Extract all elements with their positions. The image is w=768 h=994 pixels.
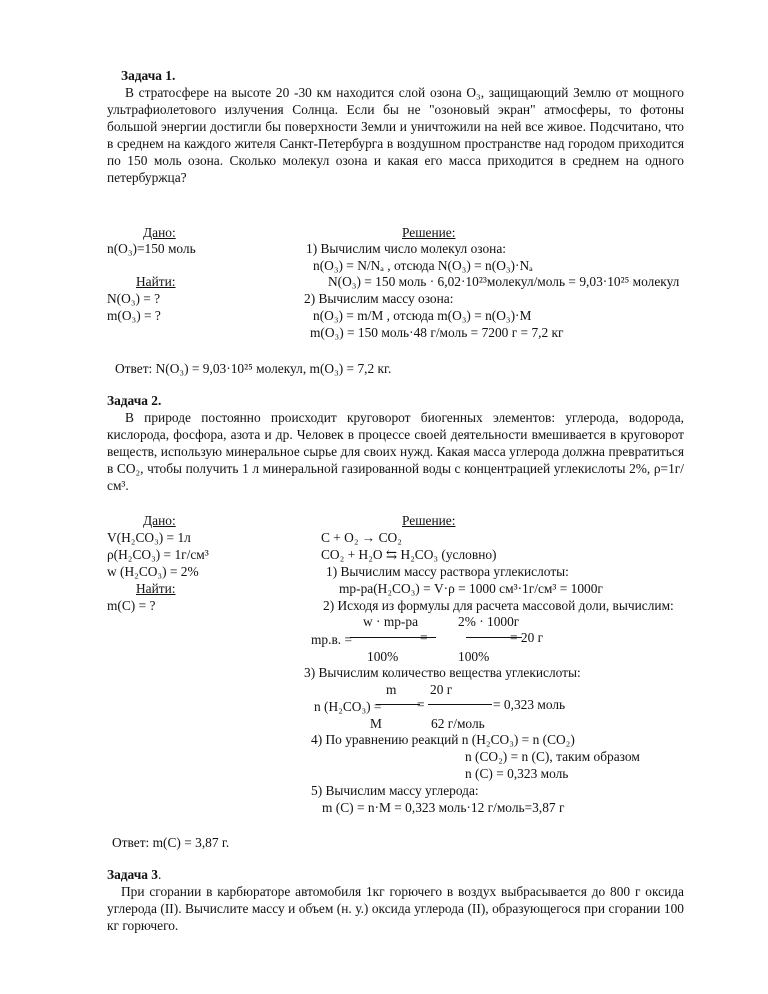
fraction-1-denominator-1: 100%	[367, 649, 399, 664]
task1-solution-line: 2) Вычислим массу озона:	[304, 291, 454, 306]
fraction-2-denominator-1: M	[370, 716, 382, 731]
task2-solution-label: Решение:	[402, 513, 456, 528]
task2-step-3: 3) Вычислим количество вещества углекислоты:	[304, 665, 581, 680]
fraction-1-lhs: mр.в. =	[311, 632, 353, 647]
task1-solution-line: m(O₃) = 150 моль·48 г/моль = 7200 г = 7,2 кг	[310, 325, 564, 340]
task1-find-label: Найти:	[136, 274, 176, 289]
task1-solution-label: Решение:	[402, 225, 456, 240]
fraction-2-numerator-1: m	[386, 682, 397, 697]
task1-solution-line: n(O₃) = m/M , отсюда m(O₃) = n(O₃)·M	[313, 308, 532, 323]
fraction-1-result: = 20 г	[510, 630, 544, 645]
task2-step-5-formula: m (C) = n·M = 0,323 моль·12 г/моль=3,87 г	[322, 800, 565, 815]
task2-given: ρ(H₂CO₃) = 1г/см³	[107, 547, 209, 562]
fraction-1-numerator-1: w · mр-ра	[363, 614, 419, 629]
task3-title: Задача 3	[107, 867, 158, 882]
task2-text: В природе постоянно происходит круговорот биогенных элементов: углерода, водорода, кислорода, фосфора, азота и др. Человек в процессе своей деятельности вмешивается в круговорот веществ, использую минеральное сырье для своих нужд. Какая масса углерода должна превратиться в CO₂, чтобы получить 1 л минеральной газированной воды с концентрацией углекислоты 2%, ρ=1г/см³.	[107, 410, 684, 493]
task1-text: В стратосфере на высоте 20 -30 км находится слой озона O₃, защищающий Землю от мощного ультрафиолетового излучения Солнца. Если бы не "озоновый экран" атмосферы, то фотоны большой энергии достигли бы поверхности Земли и уничтожили на ней все живое. Подсчитано, что в среднем на каждого жителя Санкт-Петербурга в воздушном пространстве над городом приходится по 150 моль озона. Сколько молекул озона и какая его масса приходится в среднем на одного петербуржца?	[107, 85, 684, 185]
fraction-2-result: = 0,323 моль	[493, 697, 566, 712]
task2-given-label: Дано:	[143, 513, 176, 528]
task2-step-4: 4) По уравнению реакций n (H₂CO₃) = n (CO₂)	[311, 732, 575, 747]
task2-title: Задача 2.	[107, 393, 162, 408]
task1-find-1: N(O₃) = ?	[107, 291, 161, 306]
task1-given: n(O₃)=150 моль	[107, 241, 196, 256]
task2-given: V(H₂CO₃) = 1л	[107, 530, 191, 545]
task2-answer: Ответ: m(C) = 3,87 г.	[112, 835, 230, 850]
task2-find: m(C) = ?	[107, 598, 156, 613]
task3-heading	[107, 866, 161, 883]
fraction-2-denominator-2: 62 г/моль	[431, 716, 485, 731]
fraction-1-denominator-2: 100%	[458, 649, 490, 664]
task1-given-label: Дано:	[143, 225, 176, 240]
task1-answer: Ответ: N(O₃) = 9,03·10²⁵ молекул, m(O₃) = 7,2 кг.	[115, 361, 392, 376]
fraction-2-numerator-2: 20 г	[430, 682, 453, 697]
fraction-1-equals: =	[420, 630, 428, 645]
task1-find-2: m(O₃) = ?	[107, 308, 161, 323]
task2-equation-2: CO₂ + H₂O ⇆ H₂CO₃ (условно)	[321, 547, 497, 562]
fraction-2-bar-1	[376, 704, 420, 705]
fraction-2-equals: =	[417, 697, 425, 712]
task2-equation-1: C + O₂ → CO₂	[321, 530, 402, 545]
task2-step-1: 1) Вычислим массу раствора углекислоты:	[326, 564, 569, 579]
task2-given: w (H₂CO₃) = 2%	[107, 564, 199, 579]
task1-solution-line: n(O₃) = N/Nₐ , отсюда N(O₃) = n(O₃)·Nₐ	[313, 258, 533, 273]
fraction-1-numerator-2: 2% · 1000г	[458, 614, 520, 629]
task1-title: Задача 1.	[121, 68, 176, 83]
fraction-2-lhs: n (H₂CO₃) =	[314, 699, 382, 714]
task1-solution-line: N(O₃) = 150 моль · 6,02·10²³молекул/моль = 9,03·10²⁵ молекул	[328, 274, 680, 289]
task2-step-5: 5) Вычислим массу углерода:	[311, 783, 479, 798]
task3-text: При сгорании в карбюраторе автомобиля 1кг горючего в воздух выбрасывается до 800 г оксида углерода (II). Вычислите массу и объем (н. у.) оксида углерода (II), образующегося при сгорании 100 кг горючего.	[107, 884, 684, 933]
fraction-2-bar-2	[428, 704, 492, 705]
task2-find-label: Найти:	[136, 581, 176, 596]
task1-solution-line: 1) Вычислим число молекул озона:	[306, 241, 507, 256]
task2-step-2: 2) Исходя из формулы для расчета массовой доли, вычислим:	[323, 598, 674, 613]
task2-step-4c: n (C) = 0,323 моль	[465, 766, 569, 781]
task2-step-1-formula: mр-ра(H₂CO₃) = V·ρ = 1000 см³·1г/см³ = 1000г	[339, 581, 603, 596]
task2-step-4b: n (CO₂) = n (C), таким образом	[465, 749, 640, 764]
task3-title-dot: .	[158, 867, 162, 882]
